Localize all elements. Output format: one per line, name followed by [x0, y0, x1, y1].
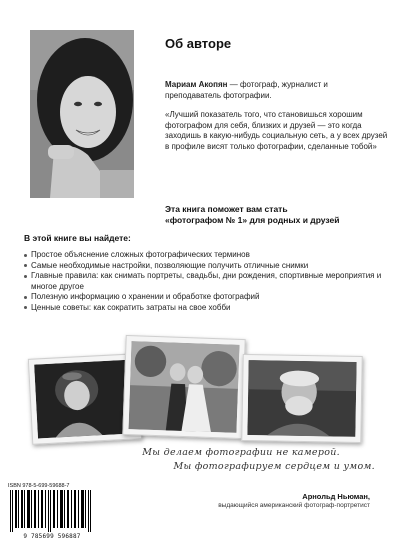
- handwritten-quote-line-1: Мы делаем фотографии не камерой.: [142, 447, 340, 458]
- list-item: Главные правила: как снимать портреты, свадьбы, дни рождения, спортивные мероприятия и многое другое: [24, 271, 394, 292]
- attribution-role: выдающийся американский фотограф-портретист: [218, 502, 370, 509]
- handwritten-quote-line-2: Мы фотографируем сердцем и умом.: [173, 461, 375, 472]
- quote-attribution: [218, 492, 370, 509]
- features-list: [24, 250, 394, 314]
- author-bio-text: — фотограф, журналист и преподаватель фотографии.: [165, 80, 328, 100]
- barcode-block: [8, 483, 96, 540]
- list-item: Самые необходимые настройки, позволяющие получить отличные снимки: [24, 261, 394, 272]
- isbn-text: ISBN 978-5-699-59688-7: [8, 483, 70, 489]
- features-heading: В этой книге вы найдете:: [24, 233, 131, 243]
- promo-line-2: «фотографом № 1» для родных и друзей: [165, 215, 340, 225]
- barcode-number: 9 785699 596887: [23, 533, 81, 540]
- photo-wedding-couple: [122, 335, 245, 439]
- about-title: Об авторе: [165, 36, 232, 51]
- author-name: Мариам Акопян: [165, 80, 228, 89]
- list-item: Простое объяснение сложных фотографических терминов: [24, 250, 394, 261]
- barcode-icon: [8, 490, 96, 532]
- author-photo: [30, 30, 134, 198]
- list-item: Полезную информацию о хранении и обработке фотографий: [24, 292, 394, 303]
- photo-old-man: [241, 354, 363, 443]
- author-quote: «Лучший показатель того, что становишься хорошим фотографом для себя, близких и друзей — это когда заходишь в какую-нибудь социальную сеть, а у всех друзей в профиле висят только фотографии, сделанные тобой»: [165, 110, 388, 151]
- attribution-name: Арнольд Ньюман,: [302, 492, 370, 501]
- list-item: Ценные советы: как сократить затраты на свое хобби: [24, 303, 394, 314]
- author-bio: [165, 80, 385, 101]
- promo-text: [165, 204, 395, 226]
- promo-line-1: Эта книга поможет вам стать: [165, 204, 288, 214]
